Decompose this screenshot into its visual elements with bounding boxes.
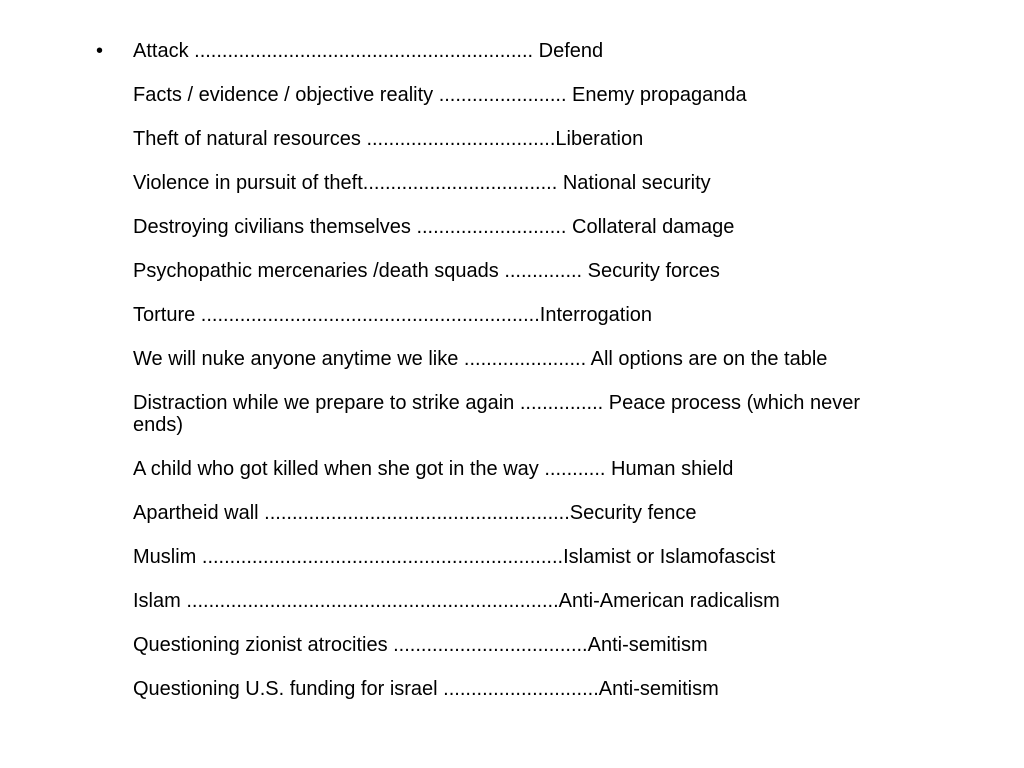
list-item: Apartheid wall .......................................................Security fence	[133, 502, 697, 524]
term-list	[133, 40, 883, 722]
list-item: Islam ...................................................................Anti-American radicalism	[133, 590, 780, 612]
list-item: Attack ............................................................. Defend	[133, 40, 604, 62]
list-item: Distraction while we prepare to strike again ............... Peace process (which never ends)	[133, 392, 860, 436]
list-item: Muslim .................................................................Islamist or Islamofascist	[133, 546, 776, 568]
bullet-marker: •	[96, 40, 104, 62]
list-item: Theft of natural resources ..................................Liberation	[133, 128, 644, 150]
list-item: Torture .............................................................Interrogation	[133, 304, 653, 326]
list-item: Violence in pursuit of theft................................... National security	[133, 172, 711, 194]
list-item: Psychopathic mercenaries /death squads .............. Security forces	[133, 260, 720, 282]
list-item: Facts / evidence / objective reality ....................... Enemy propaganda	[133, 84, 747, 106]
list-item: Destroying civilians themselves ........................... Collateral damage	[133, 216, 735, 238]
list-item: We will nuke anyone anytime we like ...................... All options are on the table	[133, 348, 828, 370]
list-item: Questioning U.S. funding for israel ............................Anti-semitism	[133, 678, 719, 700]
list-item: Questioning zionist atrocities ...................................Anti-semitism	[133, 634, 708, 656]
list-item: A child who got killed when she got in the way ........... Human shield	[133, 458, 734, 480]
